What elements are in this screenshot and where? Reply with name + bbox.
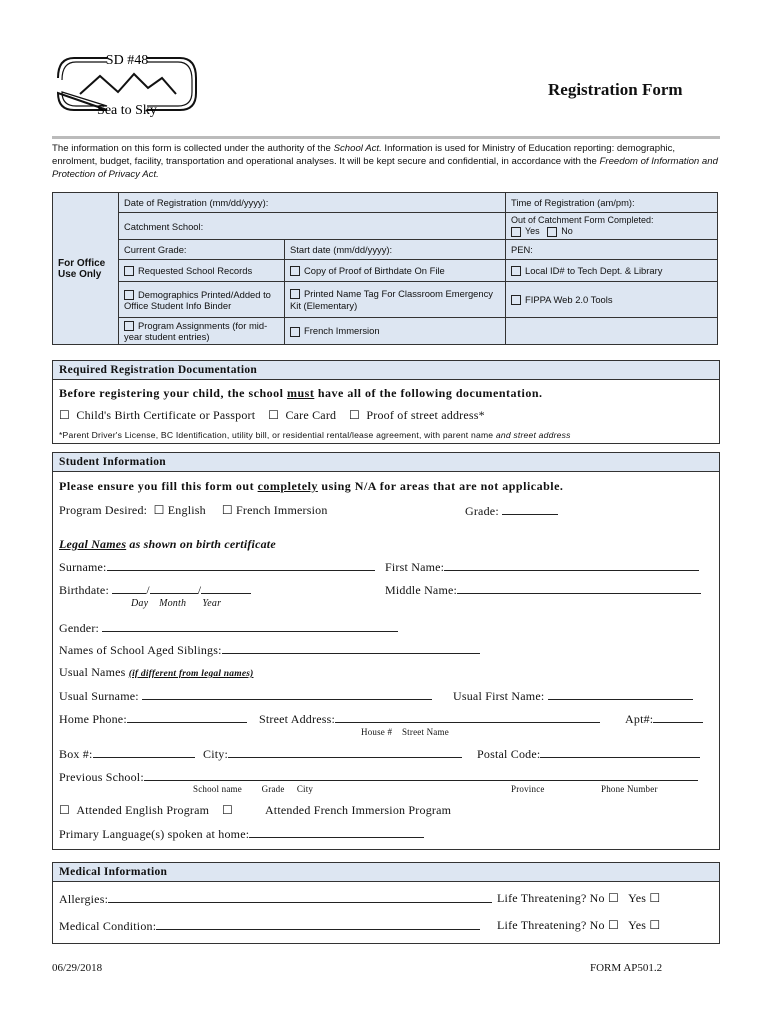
footer-date: 06/29/2018 xyxy=(52,962,103,974)
attended-english-checkbox[interactable]: ☐ xyxy=(59,803,70,817)
apt-field[interactable]: Apt#: xyxy=(625,711,703,727)
date-registration-field[interactable]: Date of Registration (mm/dd/yyyy): xyxy=(119,193,506,213)
postal-code-field[interactable]: Postal Code: xyxy=(477,746,700,762)
copy-proof-checkbox[interactable] xyxy=(290,266,300,276)
medical-information-section xyxy=(52,862,720,944)
medical-information-heading: Medical Information xyxy=(53,863,719,882)
medical-condition-field[interactable]: Medical Condition: xyxy=(59,918,480,934)
usual-first-name-field[interactable]: Usual First Name: xyxy=(453,688,693,704)
intro-text: The information on this form is collected under the authority of the School Act. Information is used for Ministry of Education reporting: demographic, enrolment, budget, facility, transportation and operational analyses. It will be kept secure and confidential, in accordance with the Freedom of Information and Protection of Privacy Act. xyxy=(52,143,718,180)
phone-number-hint: Phone Number xyxy=(601,784,658,794)
grade-field[interactable]: Grade: xyxy=(465,503,558,519)
care-card-checkbox[interactable]: ☐ xyxy=(268,408,280,422)
gender-field[interactable]: Gender: xyxy=(59,620,398,636)
province-hint: Province xyxy=(511,784,545,794)
page-title: Registration Form xyxy=(548,80,683,99)
pen-field[interactable]: PEN: xyxy=(506,240,718,260)
primary-language-field[interactable]: Primary Language(s) spoken at home: xyxy=(59,826,424,842)
home-phone-field[interactable]: Home Phone: xyxy=(59,711,247,727)
student-information-section xyxy=(52,452,720,850)
required-note: *Parent Driver's License, BC Identification, utility bill, or residential rental/lease agreement, with parent name and street address xyxy=(59,430,571,440)
allergies-field[interactable]: Allergies: xyxy=(59,891,492,907)
time-registration-field[interactable]: Time of Registration (am/pm): xyxy=(506,193,718,213)
current-grade-field[interactable]: Current Grade: xyxy=(119,240,285,260)
siblings-field[interactable]: Names of School Aged Siblings: xyxy=(59,642,480,658)
name-tag-checkbox[interactable] xyxy=(290,289,300,299)
condition-life-threatening: Life Threatening? No ☐ Yes ☐ xyxy=(497,918,661,932)
city-field[interactable]: City: xyxy=(203,746,462,762)
attended-row: ☐ Attended English Program ☐ Attended French Immersion Program xyxy=(59,803,452,817)
demographics-checkbox[interactable] xyxy=(124,290,134,300)
surname-field[interactable]: Surname: xyxy=(59,559,375,575)
allergies-life-threatening: Life Threatening? No ☐ Yes ☐ xyxy=(497,891,661,905)
student-instructions: Please ensure you fill this form out completely using N/A for areas that are not applicable. xyxy=(59,479,564,493)
condition-no-checkbox[interactable]: ☐ xyxy=(607,918,619,932)
middle-name-field[interactable]: Middle Name: xyxy=(385,582,701,598)
previous-school-hint: School name Grade City xyxy=(193,784,314,794)
attended-french-checkbox[interactable]: ☐ xyxy=(221,803,233,817)
out-catchment-no-checkbox[interactable] xyxy=(547,227,557,237)
program-assignments-checkbox[interactable] xyxy=(124,321,134,331)
birthdate-hint: Day Month Year xyxy=(131,598,222,609)
proof-address-checkbox[interactable]: ☐ xyxy=(349,408,360,422)
english-checkbox[interactable]: ☐ xyxy=(153,503,165,517)
office-use-label: For Office Use Only xyxy=(53,193,119,345)
out-catchment-yes-checkbox[interactable] xyxy=(511,227,521,237)
condition-yes-checkbox[interactable]: ☐ xyxy=(649,918,661,932)
french-immersion-checkbox[interactable]: ☐ xyxy=(221,503,233,517)
first-name-field[interactable]: First Name: xyxy=(385,559,699,575)
divider xyxy=(52,136,720,139)
street-address-field[interactable]: Street Address: xyxy=(259,711,600,727)
required-instructions: Before registering your child, the school must have all of the following documentation. xyxy=(59,386,543,400)
requested-records-checkbox[interactable] xyxy=(124,266,134,276)
catchment-school-field[interactable]: Catchment School: xyxy=(119,213,506,240)
required-documentation-heading: Required Registration Documentation xyxy=(53,361,719,380)
required-options: ☐ Child's Birth Certificate or Passport ☐ Care Card ☐ Proof of street address* xyxy=(59,408,485,422)
footer-form-number: FORM AP501.2 xyxy=(590,962,663,974)
required-documentation-section xyxy=(52,360,720,444)
logo-bottom-text: Sea to Sky xyxy=(97,103,157,118)
address-hint: House # Street Name xyxy=(361,727,449,737)
legal-names-heading: Legal Names as shown on birth certificate xyxy=(59,537,276,551)
birthdate-field[interactable]: Birthdate: / / xyxy=(59,582,251,598)
allergies-yes-checkbox[interactable]: ☐ xyxy=(649,891,661,905)
previous-school-field[interactable]: Previous School: xyxy=(59,769,698,785)
allergies-no-checkbox[interactable]: ☐ xyxy=(607,891,619,905)
box-field[interactable]: Box #: xyxy=(59,746,195,762)
fippa-checkbox[interactable] xyxy=(511,295,521,305)
local-id-checkbox[interactable] xyxy=(511,266,521,276)
student-information-heading: Student Information xyxy=(53,453,719,472)
french-immersion-office-checkbox[interactable] xyxy=(290,327,300,337)
logo-top-text: SD #48 xyxy=(105,53,149,68)
start-date-field[interactable]: Start date (mm/dd/yyyy): xyxy=(285,240,506,260)
program-desired-row: Program Desired: ☐ English ☐ French Immersion xyxy=(59,503,328,517)
usual-names-label: Usual Names (if different from legal names) xyxy=(59,665,254,679)
usual-surname-field[interactable]: Usual Surname: xyxy=(59,688,432,704)
office-use-table: For Office Use Only Date of Registration (mm/dd/yyyy): Time of Registration (am/pm): Catchment School: Out of Catchment Form Completed: Yes No Current Grade: Start date (mm/dd/yyyy): PEN: Requested School Records Copy of Proof of Birthdate On File Local ID# to Tech Dept. & Library Demographics Printed/Added to Office Student Info Binder Printed Name Tag For Classroom Emergency Kit (Elementary) FIPPA Web 2.0 Tools Program Assignments (for mid-year student entries) French Immersion xyxy=(52,192,718,345)
out-catchment-label: Out of Catchment Form Completed: xyxy=(511,215,654,225)
district-logo xyxy=(52,48,202,118)
birth-certificate-checkbox[interactable]: ☐ xyxy=(59,408,70,422)
